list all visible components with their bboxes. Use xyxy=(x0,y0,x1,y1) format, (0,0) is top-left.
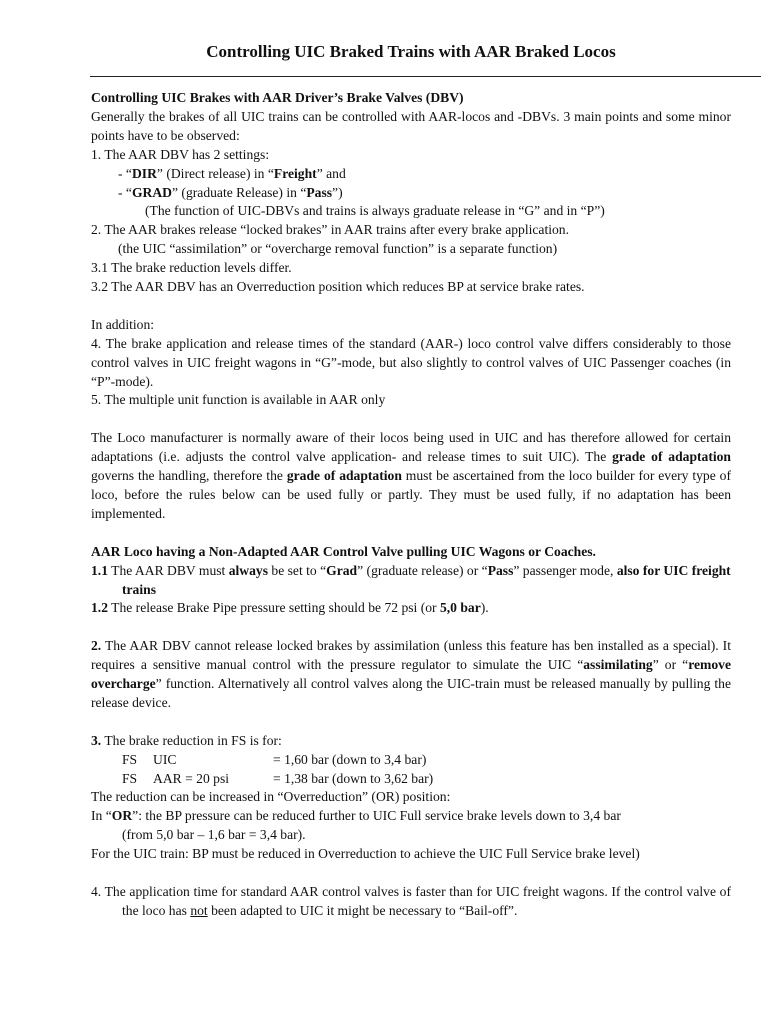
point-3-1: 3.1 The brake reduction levels differ. xyxy=(91,260,292,276)
point-1: 1. The AAR DBV has 2 settings: xyxy=(91,146,270,162)
point-5: 5. The multiple unit function is available in AAR only xyxy=(91,392,386,408)
point-2: 2. The AAR brakes release “locked brakes” in AAR trains after every brake application. xyxy=(91,222,569,238)
section2-heading: AAR Loco having a Non-Adapted AAR Control Valve pulling UIC Wagons or Coaches. xyxy=(91,543,596,559)
overreduction-intro: The reduction can be increased in “Overreduction” (OR) position: xyxy=(91,789,451,805)
document-body xyxy=(91,89,731,921)
rule-3: 3. The brake reduction in FS is for: xyxy=(91,732,282,748)
rule-4: 4. The application time for standard AAR control valves is faster than for UIC freight wagons. If the control valve of the loco has not been adapted to UIC it might be necessary to “Bail-off”. xyxy=(91,883,731,918)
addition-label: In addition: xyxy=(91,316,155,332)
reduction-row-aar: FS AAR = 20 psi = 1,38 bar (down to 3,62 bar) xyxy=(122,770,434,786)
rule-1-1: 1.1 The AAR DBV must always be set to “Grad” (graduate release) or “Pass” passenger mode, also for UIC freight trains xyxy=(91,562,731,597)
overreduction-uic: For the UIC train: BP must be reduced in Overreduction to achieve the UIC Full Service brake level) xyxy=(91,846,640,862)
rule-1-2: 1.2 The release Brake Pipe pressure setting should be 72 psi (or 5,0 bar). xyxy=(91,600,489,616)
overreduction-calc: (from 5,0 bar – 1,6 bar = 3,4 bar). xyxy=(122,827,306,843)
document-title: Controlling UIC Braked Trains with AAR Braked Locos xyxy=(206,42,616,61)
point-2-note: (the UIC “assimilation” or “overcharge removal function” is a separate function) xyxy=(118,241,558,257)
rule-2: 2. The AAR DBV cannot release locked brakes by assimilation (unless this feature has ben installed as a special). It requires a sensitive manual control with the pressure regulator to simulate the UIC “assimilating” or “remove overcharge” function. Alternatively all control valves along the UIC-train must be released manually by pulling the release device. xyxy=(91,638,731,710)
reduction-row-uic: FS UIC = 1,60 bar (down to 3,4 bar) xyxy=(122,751,427,767)
section1-intro: Generally the brakes of all UIC trains can be controlled with AAR-locos and -DBVs. 3 main points and some minor points have to be observed: xyxy=(91,108,731,143)
section1-heading: Controlling UIC Brakes with AAR Driver’s Brake Valves (DBV) xyxy=(91,90,464,105)
point-1-dir: - “DIR” (Direct release) in “Freight” and xyxy=(118,165,346,181)
point-1-note: (The function of UIC-DBVs and trains is always graduate release in “G” and in “P”) xyxy=(145,203,605,219)
point-1-grad: - “GRAD” (graduate Release) in “Pass”) xyxy=(118,184,343,200)
point-3-2: 3.2 The AAR DBV has an Overreduction position which reduces BP at service brake rates. xyxy=(91,279,585,295)
title-rule xyxy=(90,76,761,77)
overreduction-or: In “OR”: the BP pressure can be reduced further to UIC Full service brake levels down to 3,4 bar xyxy=(91,808,621,824)
manufacturer-paragraph: The Loco manufacturer is normally aware of their locos being used in UIC and has therefore allowed for certain adaptations (i.e. adjusts the control valve application- and release times to suit UIC). The grade of adaptation governs the handling, therefore the grade of adaptation must be ascertained from the loco builder for every type of loco, before the rules below can be used fully or partly. They must be used fully, if no adaptation has been implemented. xyxy=(91,430,731,521)
point-4: 4. The brake application and release times of the standard (AAR-) loco control valve differs considerably to those control valves in UIC freight wagons in “G”-mode, but also slightly to control valves of UIC Passenger coaches (in “P”-mode). xyxy=(91,335,731,389)
